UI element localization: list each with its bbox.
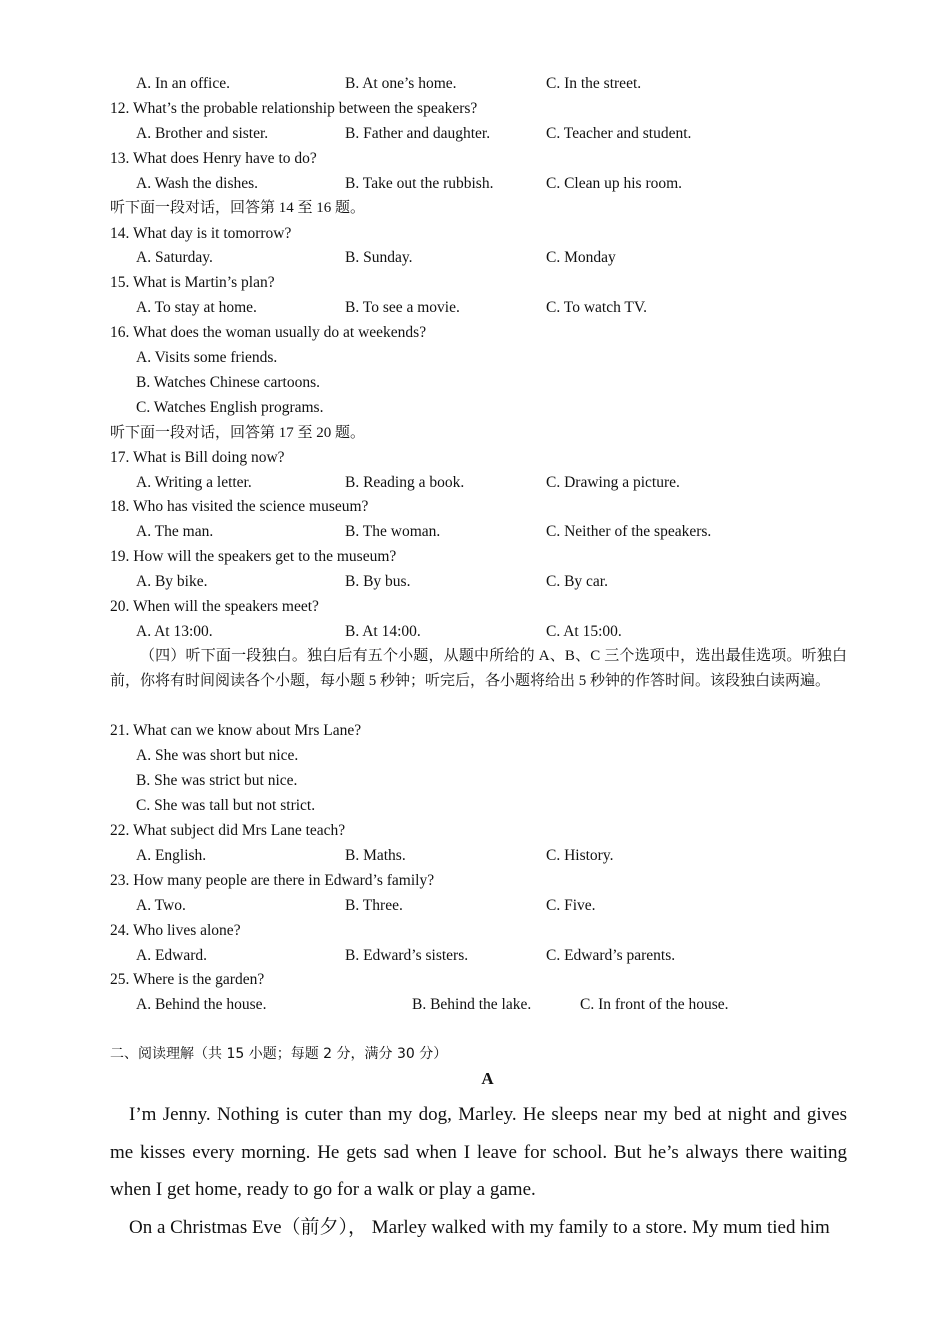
- q22-option-b: B. Maths.: [345, 847, 406, 864]
- q18-option-a: A. The man.: [136, 523, 214, 540]
- q16-option-b: B. Watches Chinese cartoons.: [136, 374, 320, 391]
- q14-option-b: B. Sunday.: [345, 249, 413, 266]
- q23-question: 23. How many people are there in Edward’s family?: [110, 872, 435, 889]
- q13-option-a: A. Wash the dishes.: [136, 175, 259, 192]
- instruction-17-20: 听下面一段对话，回答第 17 至 20 题。: [110, 425, 366, 441]
- part4-instruction: （四）听下面一段独白。独白后有五个小题，从题中所给的 A、B、C 三个选项中，选出最佳选项。听独白前，你将有时间阅读各个小题，每小题 5 秒钟；听完后，各小题将给出 5 秒钟的作答时间。该段独白读两遍。: [110, 648, 847, 689]
- q15-question: 15. What is Martin’s plan?: [110, 274, 275, 291]
- q20-option-b: B. At 14:00.: [345, 623, 421, 640]
- q22-option-c: C. History.: [546, 847, 614, 864]
- q19-option-b: B. By bus.: [345, 573, 411, 590]
- q21-question: 21. What can we know about Mrs Lane?: [110, 722, 362, 739]
- q12-option-c: C. Teacher and student.: [546, 125, 692, 142]
- reading-passage: [110, 1096, 847, 1246]
- q12-question: 12. What’s the probable relationship between the speakers?: [110, 100, 478, 117]
- q16-option-a: A. Visits some friends.: [136, 349, 278, 366]
- passage-paragraph-1: I’m Jenny. Nothing is cuter than my dog, Marley. He sleeps near my bed at night and gives me kisses every morning. He gets sad when I leave for school. But he’s always there waiting when I get home, ready to go for a walk or play a game.: [110, 1104, 847, 1200]
- q17-question: 17. What is Bill doing now?: [110, 449, 285, 466]
- q15-option-b: B. To see a movie.: [345, 299, 460, 316]
- q17-option-a: A. Writing a letter.: [136, 474, 252, 491]
- q14-option-a: A. Saturday.: [136, 249, 213, 266]
- q13-option-b: B. Take out the rubbish.: [345, 175, 494, 192]
- q12-option-a: A. Brother and sister.: [136, 125, 269, 142]
- q11-option-a: A. In an office.: [136, 75, 230, 92]
- q16-question: 16. What does the woman usually do at weekends?: [110, 324, 427, 341]
- q21-option-c: C. She was tall but not strict.: [136, 797, 316, 814]
- passage-title: A: [481, 1069, 494, 1088]
- q25-question: 25. Where is the garden?: [110, 971, 265, 988]
- q11-option-b: B. At one’s home.: [345, 75, 457, 92]
- reading-section-heading: 二、阅读理解（共 15 小题；每题 2 分，满分 30 分）: [110, 1046, 448, 1062]
- q15-option-a: A. To stay at home.: [136, 299, 257, 316]
- q25-option-c: C. In front of the house.: [580, 996, 729, 1013]
- q21-option-a: A. She was short but nice.: [136, 747, 299, 764]
- q16-option-c: C. Watches English programs.: [136, 399, 324, 416]
- q13-question: 13. What does Henry have to do?: [110, 150, 317, 167]
- q24-option-c: C. Edward’s parents.: [546, 947, 676, 964]
- q20-option-a: A. At 13:00.: [136, 623, 213, 640]
- q24-option-b: B. Edward’s sisters.: [345, 947, 469, 964]
- q25-option-a: A. Behind the house.: [136, 996, 267, 1013]
- q23-option-b: B. Three.: [345, 897, 403, 914]
- instruction-14-16: 听下面一段对话，回答第 14 至 16 题。: [110, 200, 366, 216]
- q19-option-a: A. By bike.: [136, 573, 208, 590]
- q15-option-c: C. To watch TV.: [546, 299, 647, 316]
- q17-option-b: B. Reading a book.: [345, 474, 465, 491]
- q18-option-c: C. Neither of the speakers.: [546, 523, 712, 540]
- q23-option-a: A. Two.: [136, 897, 186, 914]
- q21-option-b: B. She was strict but nice.: [136, 772, 298, 789]
- q19-question: 19. How will the speakers get to the museum?: [110, 548, 397, 565]
- q20-question: 20. When will the speakers meet?: [110, 598, 319, 615]
- q19-option-c: C. By car.: [546, 573, 608, 590]
- q24-option-a: A. Edward.: [136, 947, 208, 964]
- q18-option-b: B. The woman.: [345, 523, 441, 540]
- q24-question: 24. Who lives alone?: [110, 922, 241, 939]
- q14-option-c: C. Monday: [546, 249, 616, 266]
- q20-option-c: C. At 15:00.: [546, 623, 622, 640]
- passage-paragraph-2: On a Christmas Eve（前夕）， Marley walked with my family to a store. My mum tied him: [129, 1216, 830, 1238]
- q25-option-b: B. Behind the lake.: [412, 996, 532, 1013]
- q11-option-c: C. In the street.: [546, 75, 642, 92]
- q14-question: 14. What day is it tomorrow?: [110, 225, 292, 242]
- q22-question: 22. What subject did Mrs Lane teach?: [110, 822, 346, 839]
- q22-option-a: A. English.: [136, 847, 207, 864]
- q13-option-c: C. Clean up his room.: [546, 175, 683, 192]
- q12-option-b: B. Father and daughter.: [345, 125, 491, 142]
- q18-question: 18. Who has visited the science museum?: [110, 498, 369, 515]
- q17-option-c: C. Drawing a picture.: [546, 474, 680, 491]
- q23-option-c: C. Five.: [546, 897, 596, 914]
